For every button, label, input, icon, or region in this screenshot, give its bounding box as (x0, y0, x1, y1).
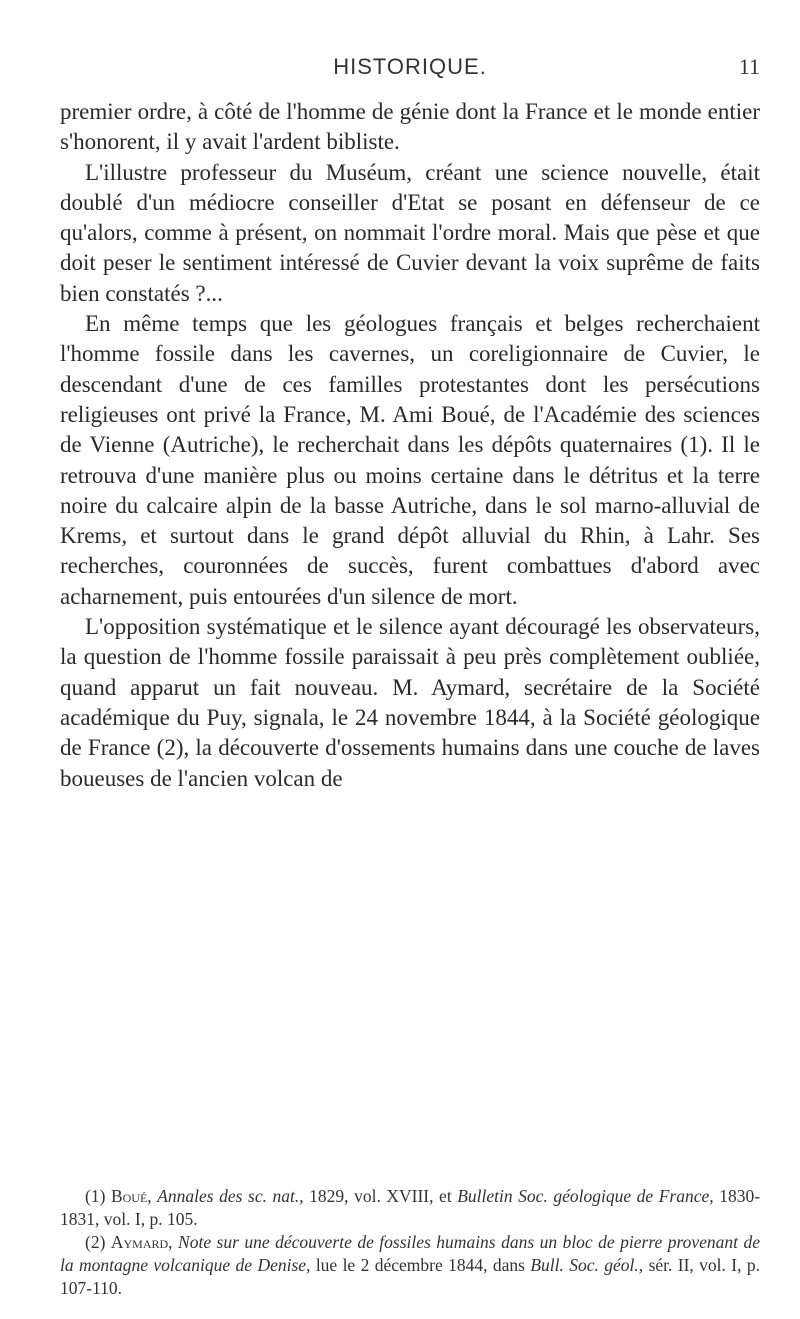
paragraph: En même temps que les géologues français et belges recherchaient l'homme fossile dans les cavernes, un coreligionnaire de Cuvier, le descendant d'une de ces familles protestantes dont les persécutions religieuses ont privé la France, M. Ami Boué, de l'Académie des sciences de Vienne (Autriche), le recherchait dans les dépôts quaternaires (1). Il le retrouva d'une manière plus ou moins certaine dans le détritus et la terre noire du calcaire alpin de la basse Autriche, dans le sol marno-alluvial de Krems, et surtout dans le grand dépôt alluvial du Rhin, à Lahr. Ses recherches, couronnées de succès, furent combattues d'abord avec acharnement, puis entourées d'un silence de mort. (60, 311, 760, 609)
footnote-author: Aymard, (110, 1232, 173, 1252)
footnote-title: Bulletin Soc. géologique de France, (457, 1186, 714, 1206)
footnote-text: 1830-1831, vol. I, p. 105. (60, 1186, 761, 1229)
footnotes (60, 1185, 760, 1300)
paragraph-continued: premier ordre, à côté de l'homme de génie dont la France et le monde entier s'honorent, il y avait l'ardent bibliste. (60, 99, 760, 155)
footnote-author: Boué, (110, 1186, 152, 1206)
running-title: HISTORIQUE. (333, 54, 487, 79)
footnote-marker: (2) (85, 1232, 106, 1252)
footnote-marker: (1) (85, 1186, 106, 1206)
body-text (60, 97, 760, 794)
footnote-text: 1829, vol. XVIII, et (309, 1186, 452, 1206)
footnote-title: Annales des sc. nat., (157, 1186, 304, 1206)
footnote-title: Bull. Soc. géol., (530, 1255, 644, 1275)
running-head (60, 54, 760, 84)
footnote-title: Note sur une découverte de fossiles humains dans un bloc de pierre provenant de la montagne volcanique de Denise, (60, 1232, 761, 1275)
footnote-1 (60, 1185, 760, 1231)
footnote-text: sér. II, vol. I, p. 107-110. (60, 1255, 760, 1298)
paragraph: L'opposition systématique et le silence ayant découragé les observateurs, la question de l'homme fossile paraissait à peu près complètement oubliée, quand apparut un fait nouveau. M. Aymard, secrétaire de la Société académique du Puy, signala, le 24 novembre 1844, à la Société géologique de France (2), la découverte d'ossements humains dans une couche de laves boueuses de l'ancien volcan de (60, 614, 760, 791)
footnote-2 (60, 1231, 760, 1300)
page-number: 11 (738, 54, 760, 79)
paragraph: L'illustre professeur du Muséum, créant une science nouvelle, était doublé d'un médiocre conseiller d'Etat se posant en défenseur de ce qu'alors, comme à présent, on nommait l'ordre moral. Mais que pèse et que doit peser le sentiment intéressé de Cuvier devant la voix suprême de faits bien constatés ?... (60, 159, 760, 306)
footnote-text: lue le 2 décembre 1844, dans (315, 1255, 525, 1275)
